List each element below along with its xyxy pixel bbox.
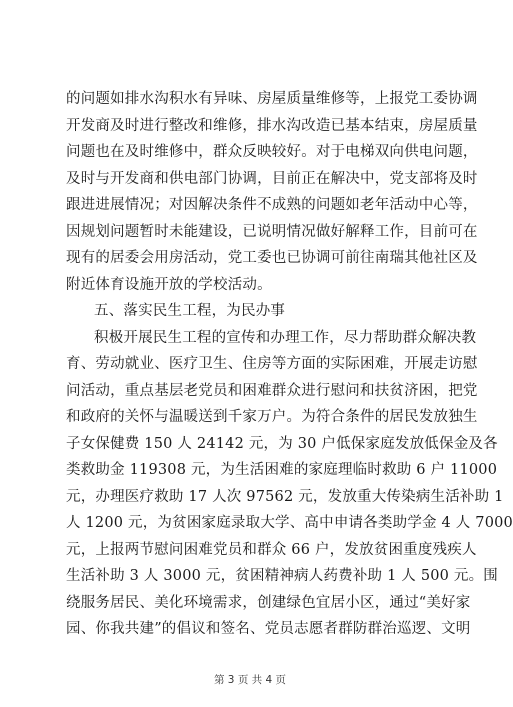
text-line: 元，上报两节慰问困难党员和群众 66 户，发放贫困重度残疾人 <box>66 541 477 558</box>
text-line: 附近体育设施开放的学校活动。 <box>66 276 272 293</box>
text-line: 及时与开发商和供电部门协调，目前正在解决中，党支部将及时 <box>66 170 478 187</box>
page-number-footer: 第 3 页 共 4 页 <box>213 674 287 686</box>
text-line: 生活补助 3 人 3000 元，贫困精神病人药费补助 1 人 500 元。围 <box>66 568 498 584</box>
text-line: 的问题如排水沟积水有异味、房屋质量维修等，上报党工委协调 <box>66 91 478 107</box>
section-heading: 五、落实民生工程，为民办事 <box>94 303 286 319</box>
text-line: 问题也在及时维修中，群众反映较好。对于电梯双向供电问题， <box>66 144 478 160</box>
text-line: 园、你我共建”的倡议和签名、党员志愿者群防群治巡逻、文明 <box>66 621 471 637</box>
text-line: 绕服务居民、美化环境需求，创建绿色宜居小区，通过“美好家 <box>66 594 471 611</box>
text-line: 和政府的关怀与温暖送到千家万户。为符合条件的居民发放独生 <box>66 409 478 425</box>
text-line: 人 1200 元，为贫困家庭录取大学、高中申请各类助学金 4 人 7000 <box>66 515 513 531</box>
text-line: 类救助金 119308 元，为生活困难的家庭理临时救助 6 户 11000 <box>66 462 498 478</box>
text-line: 子女保健费 150 人 24142 元，为 30 户低保家庭发放低保金及各 <box>66 435 498 452</box>
text-line: 元，办理医疗救助 17 人次 97562 元，发放重大传染病生活补助 1 <box>66 488 504 505</box>
text-line: 跟进进展情况；对因解决条件不成熟的问题如老年活动中心等， <box>66 197 478 213</box>
text-line: 现有的居委会用房活动，党工委也已协调可前往南瑞其他社区及 <box>66 250 478 266</box>
text-line: 开发商及时进行整改和维修，排水沟改造已基本结束，房屋质量 <box>66 117 478 134</box>
text-line: 积极开展民生工程的宣传和办理工作，尽力帮助群众解决教 <box>94 329 477 346</box>
text-line: 问活动，重点基层老党员和困难群众进行慰问和扶贫济困，把党 <box>66 382 478 399</box>
text-line: 因规划问题暂时未能建设，已说明情况做好解释工作，目前可在 <box>66 223 478 240</box>
text-line: 育、劳动就业、医疗卫生、住房等方面的实际困难，开展走访慰 <box>66 356 478 372</box>
document-body <box>66 86 513 643</box>
